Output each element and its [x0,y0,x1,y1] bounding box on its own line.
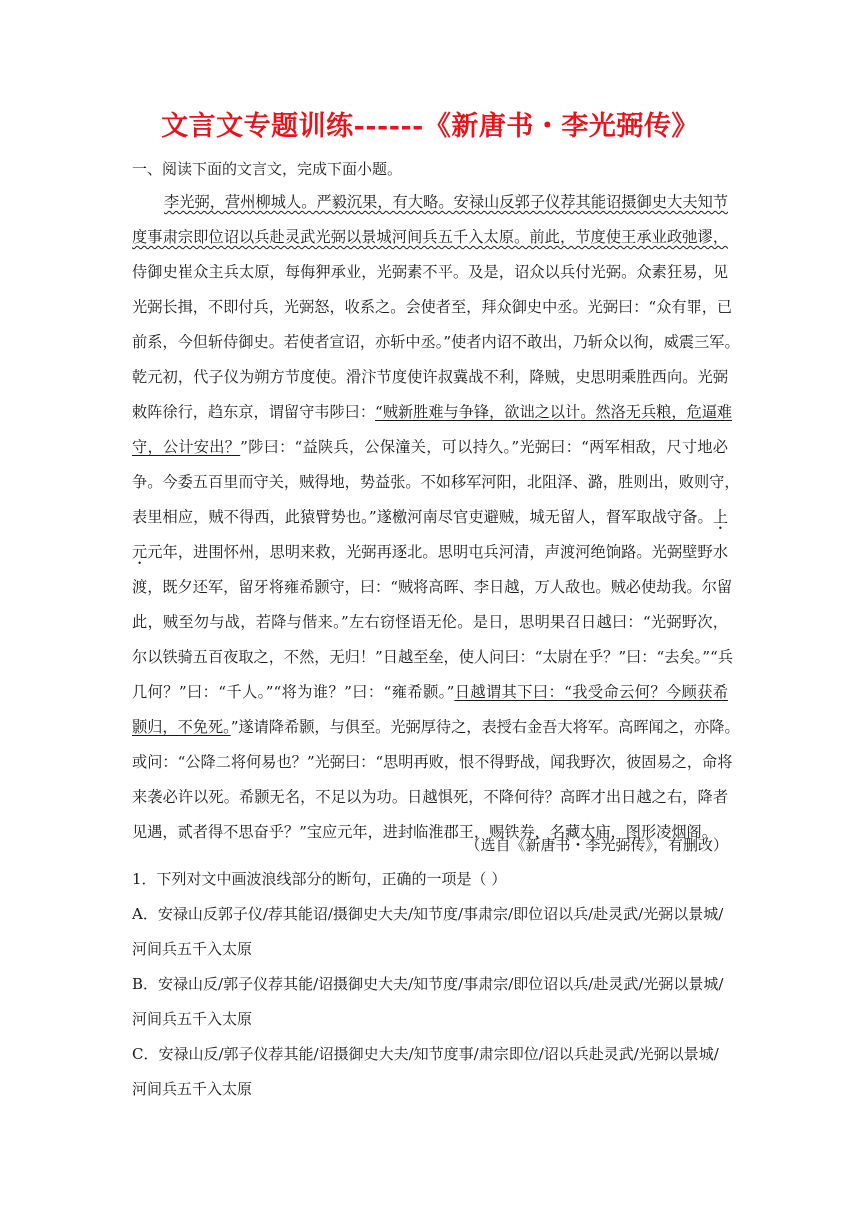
passage-line-14: 尔以铁骑五百夜取之，不然，无归！”日越至垒，使人问曰：“太尉在乎？”曰：“去矣。”“兵 [132,648,733,666]
option-a-line-2: 河间兵五千入太原 [132,940,253,958]
question-stem: 1．下列对文中画波浪线部分的断句，正确的一项是（ ） [132,870,507,888]
passage-line-10: 表里相应，贼不得西，此猿臂势也。”遂檄河南尽官吏避贼，城无留人，督军取战守备。上 [132,508,728,526]
passage-line-6: 乾元初，代子仪为朔方节度使。滑汴节度使许叔冀战不利，降贼，史思明乘胜西向。光弼 [132,368,728,386]
underlined-sentence: “贼新胜难与争锋，欲诎之以计。然洛无兵粮，危逼难 [375,403,733,421]
option-c-line-1: C．安禄山反/郭子仪荐其能/诏摄御史大夫/知节度事/肃宗即位/诏以兵赴灵武/光弼以景城/ [132,1045,719,1063]
passage-line-11: 元元年，进围怀州，思明来救，光弼再逐北。思明屯兵河清，声渡河绝饷路。光弼壁野水 [132,543,729,561]
passage-line-2 [132,226,728,247]
passage-line-5: 前系，今但斩侍御史。若使者宣诏，亦斩中丞。”使者内诏不敢出，乃斩众以徇，威震三军。 [132,333,740,351]
passage-line-7: 敕阵徐行，趋东京，谓留守韦陟曰：“贼新胜难与争锋，欲诎之以计。然洛无兵粮，危逼难 [132,403,733,421]
option-b-line-2: 河间兵五千入太原 [132,1010,253,1028]
passage-line-18: 来袭必许以死。希颢无名，不足以为功。日越惧死，不降何待？高晖才出日越之右，降者 [132,788,728,806]
emphasis-dot-char: 上 [712,508,728,526]
passage-line-8: 守，公计安出？”陟曰：“益陕兵，公保潼关，可以持久。”光弼曰：“两军相敌，尺寸地必 [132,438,728,456]
passage-line-15: 几何？”曰：“千人。”“将为谁？”曰：“雍希颢。”日越谓其下曰：“我受命云何？今顾获希 [132,683,729,701]
wavy-underline-text: 度事肃宗即位诏以兵赴灵武光弼以景城河间兵五千入太原。前此，节度使王承业政弛谬， [132,228,728,246]
passage-line-4: 光弼长揖，不即付兵，光弼怒，收系之。会使者至，拜众御史中丞。光弼曰：“众有罪，已 [132,298,733,316]
underlined-sentence: 颢归，不免死。 [132,718,231,736]
wavy-underline-text: 李光弼，营州柳城人。严毅沉果，有大略。安禄山反郭子仪荐其能诏摄御史大夫知节 [164,193,728,211]
option-b-line-1: B．安禄山反/郭子仪荐其能/诏摄御史大夫/知节度/事肃宗/即位诏以兵/赴灵武/光弼以景城/ [132,975,724,993]
section-heading: 一、阅读下面的文言文，完成下面小题。 [132,160,403,178]
underlined-sentence: 守，公计安出？ [132,438,241,456]
page-title: 文言文专题训练------《新唐书・李光弼传》 [161,111,699,142]
option-c-line-2: 河间兵五千入太原 [132,1080,253,1098]
passage-line-12: 渡，既夕还军，留牙将雍希颢守，曰：“贼将高晖、李日越，万人敌也。贼必使劫我。尔留 [132,578,733,596]
source-citation: （选自《新唐书・李光弼传》，有删改） [465,836,728,854]
passage-line-17: 或问：“公降二将何易也？”光弼曰：“思明再败，恨不得野战，闻我野次，彼固易之，命将 [132,753,733,771]
passage-line-19: 见遇，贰者得不思奋乎？”宝应元年，进封临淮郡王，赐铁券，名藏太庙，图形凌烟阁。 [132,823,717,841]
passage-line-9: 争。今委五百里而守关，贼得地，势益张。不如移军河阳，北阻泽、潞，胜则出，败则守， [132,473,740,491]
emphasis-dot-char: 元 [132,543,148,561]
passage-line-1 [164,191,728,212]
passage-line-16: 颢归，不免死。”遂请降希颢，与俱至。光弼厚待之，表授右金吾大将军。高晖闻之，亦降。 [132,718,740,736]
underlined-sentence: 日越谓其下曰：“我受命云何？今顾获希 [454,683,729,701]
passage-line-3: 侍御史崔众主兵太原，每侮狎承业，光弼素不平。及是，诏众以兵付光弼。众素狂易，见 [132,263,728,281]
option-a-line-1: A．安禄山反郭子仪/荐其能诏/摄御史大夫/知节度/事肃宗/即位诏以兵/赴灵武/光弼以景城/ [132,905,724,923]
passage-line-13: 此，贼至勿与战，若降与偕来。”左右窃怪语无伦。是日，思明果召日越曰：“光弼野次， [132,613,728,631]
